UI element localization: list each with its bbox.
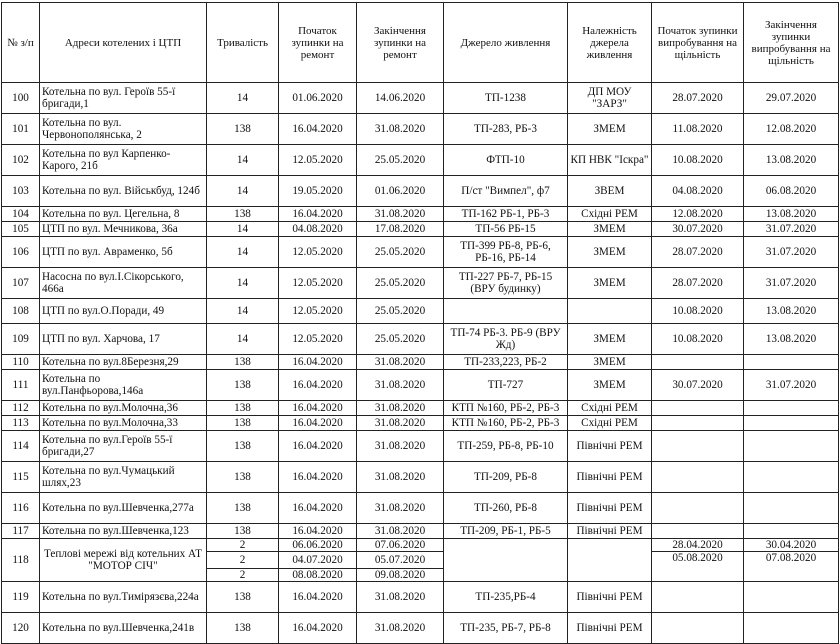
cell-repair-end: 31.08.2020 <box>357 416 444 431</box>
cell-duration: 138 <box>207 493 279 524</box>
cell-repair-end: 25.05.2020 <box>357 237 444 268</box>
cell-test-start: 11.08.2020 <box>652 114 744 145</box>
cell-duration: 14 <box>207 83 279 114</box>
cell-test-start <box>652 431 744 462</box>
table-row <box>2 145 839 176</box>
cell-source: КТП №160, РБ-2, РБ-3 <box>444 401 568 416</box>
cell-duration: 138 <box>207 431 279 462</box>
cell-address: Котельна по вул.Молочна,36 <box>40 401 207 416</box>
cell-owner: ЗМЕМ <box>568 370 652 401</box>
cell-test-start: 30.07.2020 <box>652 222 744 237</box>
cell-num: 114 <box>2 431 40 462</box>
cell-num: 113 <box>2 416 40 431</box>
cell-duration: 138 <box>207 582 279 613</box>
header-source: Джерело живлення <box>444 3 568 83</box>
cell-source <box>444 539 568 582</box>
cell-source: ТП-235,РБ-4 <box>444 582 568 613</box>
cell-test-end <box>744 524 839 539</box>
cell-repair-start: 16.04.2020 <box>279 524 357 539</box>
cell-source: ТП-227 РБ-7, РБ-15 (ВРУ будинку) <box>444 268 568 299</box>
table-row <box>2 416 839 431</box>
cell-address: Котельна по вул.Тимірязєва,224а <box>40 582 207 613</box>
cell-repair-end: 31.08.2020 <box>357 370 444 401</box>
cell-repair-end: 09.08.2020 <box>357 569 444 582</box>
cell-owner: ЗМЕМ <box>568 222 652 237</box>
table-row <box>2 370 839 401</box>
header-repair-end: Закінчення зупинки на ремонт <box>357 3 444 83</box>
cell-owner: Північні РЕМ <box>568 431 652 462</box>
table-row <box>2 431 839 462</box>
cell-num: 103 <box>2 176 40 207</box>
cell-repair-start: 16.04.2020 <box>279 613 357 644</box>
cell-test-end <box>744 401 839 416</box>
cell-duration: 14 <box>207 237 279 268</box>
cell-repair-end: 31.08.2020 <box>357 462 444 493</box>
cell-duration: 138 <box>207 524 279 539</box>
cell-repair-start: 06.06.2020 <box>279 539 357 552</box>
cell-test-end: 13.08.2020 <box>744 145 839 176</box>
cell-source: ТП-56 РБ-15 <box>444 222 568 237</box>
cell-test-end <box>744 462 839 493</box>
cell-num: 100 <box>2 83 40 114</box>
cell-repair-start: 01.06.2020 <box>279 83 357 114</box>
table-row <box>2 462 839 493</box>
cell-num: 120 <box>2 613 40 644</box>
cell-duration: 138 <box>207 401 279 416</box>
cell-repair-end: 07.06.2020 <box>357 539 444 552</box>
cell-test-start <box>652 462 744 493</box>
cell-test-end <box>744 431 839 462</box>
header-row <box>2 3 839 83</box>
header-test-end: Закінчення зупинки випробування на щільність <box>744 3 839 83</box>
cell-repair-end: 31.08.2020 <box>357 524 444 539</box>
cell-num: 116 <box>2 493 40 524</box>
header-num: № з/п <box>2 3 40 83</box>
cell-repair-end: 25.05.2020 <box>357 145 444 176</box>
cell-source: ТП-209, РБ-8 <box>444 462 568 493</box>
table-row <box>2 237 839 268</box>
schedule-table <box>1 2 839 644</box>
cell-repair-start: 12.05.2020 <box>279 145 357 176</box>
cell-address: Котельна по вул.8Березня,29 <box>40 355 207 370</box>
cell-test-start: 04.08.2020 <box>652 176 744 207</box>
cell-duration: 14 <box>207 324 279 355</box>
cell-address: ЦТП по вул. Авраменко, 5б <box>40 237 207 268</box>
cell-duration: 138 <box>207 370 279 401</box>
header-test-start: Початок зупинки випробування на щільність <box>652 3 744 83</box>
cell-test-end: 31.07.2020 <box>744 268 839 299</box>
table-row <box>2 207 839 222</box>
cell-test-end: 31.07.2020 <box>744 370 839 401</box>
cell-repair-start: 16.04.2020 <box>279 370 357 401</box>
cell-duration: 14 <box>207 299 279 324</box>
cell-num: 106 <box>2 237 40 268</box>
cell-duration: 138 <box>207 207 279 222</box>
cell-num: 109 <box>2 324 40 355</box>
cell-address: Котельна по вул.Молочна,33 <box>40 416 207 431</box>
cell-owner: Східні РЕМ <box>568 416 652 431</box>
cell-test-start <box>652 401 744 416</box>
cell-address: Котельна по вул.Панфьорова,146а <box>40 370 207 401</box>
cell-owner: Північні РЕМ <box>568 493 652 524</box>
cell-repair-start: 12.05.2020 <box>279 268 357 299</box>
cell-source: ТП-399 РБ-8, РБ-6, РБ-16, РБ-14 <box>444 237 568 268</box>
cell-num: 119 <box>2 582 40 613</box>
cell-repair-start: 16.04.2020 <box>279 401 357 416</box>
cell-address: Теплові мережі від котельних АТ "МОТОР СІЧ" <box>40 539 207 582</box>
table-row <box>2 401 839 416</box>
cell-address: Котельна по вул Карпенко-Карого, 21б <box>40 145 207 176</box>
cell-source: ТП-235, РБ-7, РБ-8 <box>444 613 568 644</box>
cell-repair-end: 01.06.2020 <box>357 176 444 207</box>
cell-duration: 138 <box>207 462 279 493</box>
cell-duration: 2 <box>207 569 279 582</box>
cell-test-start: 30.07.2020 <box>652 370 744 401</box>
cell-duration: 14 <box>207 268 279 299</box>
cell-owner: Східні РЕМ <box>568 401 652 416</box>
header-duration: Тривалість <box>207 3 279 83</box>
cell-test-end: 31.07.2020 <box>744 222 839 237</box>
cell-test-start <box>652 524 744 539</box>
cell-num: 101 <box>2 114 40 145</box>
cell-test-start: 12.08.2020 <box>652 207 744 222</box>
cell-address: ЦТП по вул.О.Поради, 49 <box>40 299 207 324</box>
cell-test-end <box>744 493 839 524</box>
cell-num: 112 <box>2 401 40 416</box>
cell-repair-end: 25.05.2020 <box>357 268 444 299</box>
cell-repair-end: 05.07.2020 <box>357 552 444 569</box>
cell-repair-end: 17.08.2020 <box>357 222 444 237</box>
cell-repair-end: 25.05.2020 <box>357 324 444 355</box>
cell-owner: Східні РЕМ <box>568 207 652 222</box>
cell-address: ЦТП по вул. Мечникова, 36а <box>40 222 207 237</box>
cell-test-start <box>652 355 744 370</box>
cell-test-start <box>652 416 744 431</box>
cell-owner: Північні РЕМ <box>568 582 652 613</box>
cell-test-end: 07.08.2020 <box>744 552 839 582</box>
cell-test-end: 13.08.2020 <box>744 299 839 324</box>
cell-address: ЦТП по вул. Харчова, 17 <box>40 324 207 355</box>
table-row <box>2 324 839 355</box>
table-row <box>2 539 839 552</box>
cell-test-end <box>744 416 839 431</box>
cell-address: Котельна по вул.Шевченка,123 <box>40 524 207 539</box>
cell-num: 118 <box>2 539 40 582</box>
cell-num: 117 <box>2 524 40 539</box>
table-row <box>2 299 839 324</box>
cell-duration: 138 <box>207 416 279 431</box>
table-row <box>2 355 839 370</box>
cell-repair-start: 12.05.2020 <box>279 324 357 355</box>
cell-repair-end: 31.08.2020 <box>357 114 444 145</box>
cell-source: КТП №160, РБ-2, РБ-3 <box>444 416 568 431</box>
cell-num: 115 <box>2 462 40 493</box>
cell-duration: 2 <box>207 552 279 569</box>
cell-address: Насосна по вул.І.Сікорського, 466а <box>40 268 207 299</box>
cell-source: ТП-260, РБ-8 <box>444 493 568 524</box>
cell-source: ТП-727 <box>444 370 568 401</box>
cell-repair-start: 16.04.2020 <box>279 431 357 462</box>
cell-num: 111 <box>2 370 40 401</box>
header-owner: Належність джерела живлення <box>568 3 652 83</box>
cell-test-start: 10.08.2020 <box>652 299 744 324</box>
cell-owner: ЗМЕМ <box>568 324 652 355</box>
cell-repair-start: 04.07.2020 <box>279 552 357 569</box>
cell-test-start <box>652 582 744 613</box>
cell-test-end <box>744 582 839 613</box>
cell-owner: ЗМЕМ <box>568 268 652 299</box>
cell-repair-start: 16.04.2020 <box>279 416 357 431</box>
cell-test-start <box>652 613 744 644</box>
cell-test-start: 10.08.2020 <box>652 324 744 355</box>
cell-test-end <box>744 355 839 370</box>
cell-num: 108 <box>2 299 40 324</box>
cell-duration: 14 <box>207 145 279 176</box>
cell-num: 104 <box>2 207 40 222</box>
cell-source: ТП-259, РБ-8, РБ-10 <box>444 431 568 462</box>
cell-num: 107 <box>2 268 40 299</box>
table-row <box>2 524 839 539</box>
cell-duration: 14 <box>207 222 279 237</box>
cell-repair-start: 16.04.2020 <box>279 114 357 145</box>
cell-duration: 2 <box>207 539 279 552</box>
cell-repair-end: 31.08.2020 <box>357 613 444 644</box>
cell-test-end: 12.08.2020 <box>744 114 839 145</box>
cell-test-start: 28.04.2020 <box>652 539 744 552</box>
table-row <box>2 83 839 114</box>
header-repair-start: Початок зупинки на ремонт <box>279 3 357 83</box>
cell-address: Котельна по вул. Героїв 55-ї бригади,1 <box>40 83 207 114</box>
cell-address: Котельна по вул. Червонополянська, 2 <box>40 114 207 145</box>
cell-address: Котельна по вул. Цегельна, 8 <box>40 207 207 222</box>
table-row <box>2 613 839 644</box>
cell-repair-end: 14.06.2020 <box>357 83 444 114</box>
cell-test-start: 05.08.2020 <box>652 552 744 582</box>
cell-owner: Північні РЕМ <box>568 613 652 644</box>
cell-repair-end: 31.08.2020 <box>357 207 444 222</box>
cell-test-start: 28.07.2020 <box>652 268 744 299</box>
cell-owner <box>568 539 652 582</box>
cell-repair-start: 08.08.2020 <box>279 569 357 582</box>
cell-owner: ЗМЕМ <box>568 114 652 145</box>
cell-test-start: 28.07.2020 <box>652 83 744 114</box>
table-row <box>2 176 839 207</box>
cell-num: 105 <box>2 222 40 237</box>
cell-test-end: 13.08.2020 <box>744 207 839 222</box>
cell-repair-end: 31.08.2020 <box>357 431 444 462</box>
cell-repair-start: 04.08.2020 <box>279 222 357 237</box>
cell-test-end <box>744 613 839 644</box>
cell-owner: ЗВЕМ <box>568 176 652 207</box>
cell-owner: Північні РЕМ <box>568 524 652 539</box>
cell-address: Котельна по вул. Військбуд, 124б <box>40 176 207 207</box>
cell-address: Котельна по вул.Чумацький шлях,23 <box>40 462 207 493</box>
header-address: Адреси котелених і ЦТП <box>40 3 207 83</box>
cell-repair-end: 31.08.2020 <box>357 355 444 370</box>
cell-duration: 138 <box>207 613 279 644</box>
cell-duration: 138 <box>207 355 279 370</box>
cell-address: Котельна по вул.Героїв 55-ї бригади,27 <box>40 431 207 462</box>
cell-repair-start: 19.05.2020 <box>279 176 357 207</box>
cell-repair-end: 31.08.2020 <box>357 582 444 613</box>
cell-source: ФТП-10 <box>444 145 568 176</box>
table-row <box>2 493 839 524</box>
cell-repair-start: 12.05.2020 <box>279 237 357 268</box>
cell-source: ТП-233,223, РБ-2 <box>444 355 568 370</box>
cell-test-start <box>652 493 744 524</box>
cell-source: ТП-1238 <box>444 83 568 114</box>
cell-owner: Північні РЕМ <box>568 462 652 493</box>
cell-owner: ЗМЕМ <box>568 237 652 268</box>
cell-num: 102 <box>2 145 40 176</box>
cell-owner <box>568 299 652 324</box>
cell-source: ТП-74 РБ-3. РБ-9 (ВРУ Жд) <box>444 324 568 355</box>
table-row <box>2 582 839 613</box>
cell-source <box>444 299 568 324</box>
cell-test-end: 31.07.2020 <box>744 237 839 268</box>
cell-owner: ДП МОУ "ЗАРЗ" <box>568 83 652 114</box>
cell-address: Котельна по вул.Шевченка,241в <box>40 613 207 644</box>
cell-repair-end: 31.08.2020 <box>357 401 444 416</box>
cell-source: ТП-209, РБ-1, РБ-5 <box>444 524 568 539</box>
cell-repair-end: 25.05.2020 <box>357 299 444 324</box>
cell-source: П/ст "Вимпел", ф7 <box>444 176 568 207</box>
cell-address: Котельна по вул.Шевченка,277а <box>40 493 207 524</box>
cell-test-start: 10.08.2020 <box>652 145 744 176</box>
cell-owner: КП НВК "Іскра" <box>568 145 652 176</box>
cell-repair-end: 31.08.2020 <box>357 493 444 524</box>
cell-num: 110 <box>2 355 40 370</box>
cell-test-end: 29.07.2020 <box>744 83 839 114</box>
table-row <box>2 222 839 237</box>
cell-duration: 14 <box>207 176 279 207</box>
cell-repair-start: 16.04.2020 <box>279 355 357 370</box>
cell-repair-start: 12.05.2020 <box>279 299 357 324</box>
cell-source: ТП-283, РБ-3 <box>444 114 568 145</box>
cell-repair-start: 16.04.2020 <box>279 493 357 524</box>
cell-test-start: 28.07.2020 <box>652 237 744 268</box>
cell-owner: ЗМЕМ <box>568 355 652 370</box>
cell-test-end: 06.08.2020 <box>744 176 839 207</box>
table-row <box>2 114 839 145</box>
cell-repair-start: 16.04.2020 <box>279 207 357 222</box>
table-row <box>2 268 839 299</box>
cell-test-end: 13.08.2020 <box>744 324 839 355</box>
cell-repair-start: 16.04.2020 <box>279 582 357 613</box>
cell-test-end: 30.04.2020 <box>744 539 839 552</box>
cell-duration: 138 <box>207 114 279 145</box>
cell-repair-start: 16.04.2020 <box>279 462 357 493</box>
cell-source: ТП-162 РБ-1, РБ-3 <box>444 207 568 222</box>
